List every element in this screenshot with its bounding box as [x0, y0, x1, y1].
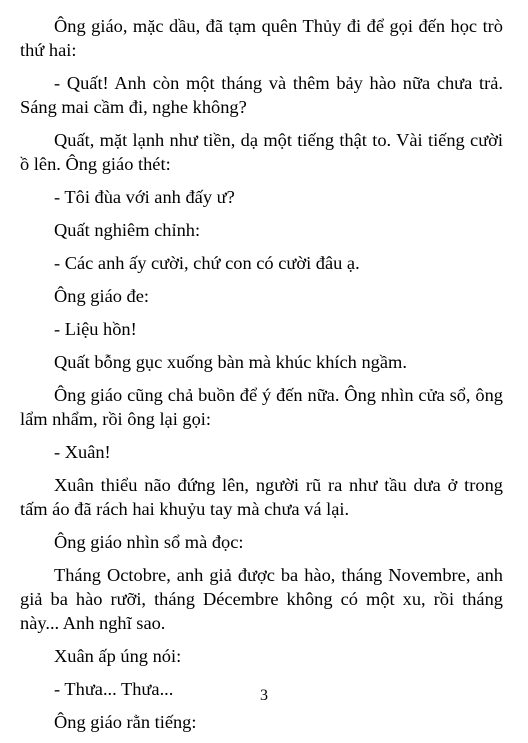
paragraph: Quất bỗng gục xuống bàn mà khúc khích ngầm. — [54, 352, 407, 372]
paragraph: Ông giáo rằn tiếng: — [54, 712, 197, 732]
paragraph: Tháng Octobre, anh giả được ba hào, tháng Novembre, anh giả ba hào rưỡi, tháng Décembre không có một xu, rồi tháng này... Anh nghĩ sao. — [20, 565, 503, 633]
paragraph: Ông giáo nhìn sổ mà đọc: — [54, 532, 244, 552]
paragraph: Xuân thiểu não đứng lên, người rũ ra như tầu dưa ở trong tấm áo đã rách hai khuỷu tay mà chưa vá lại. — [20, 475, 503, 519]
paragraph: - Tôi đùa với anh đấy ư? — [54, 187, 235, 207]
paragraph: - Các anh ấy cười, chứ con có cười đâu ạ. — [54, 253, 360, 273]
page-number: 3 — [260, 687, 268, 704]
paragraph: Quất, mặt lạnh như tiền, dạ một tiếng thật to. Vài tiếng cười ồ lên. Ông giáo thét: — [20, 130, 503, 174]
paragraph: - Xuân! — [54, 442, 111, 462]
paragraph: Ông giáo, mặc dầu, đã tạm quên Thủy đi để gọi đến học trò thứ hai: — [20, 16, 503, 60]
paragraph: - Quất! Anh còn một tháng và thêm bảy hào nữa chưa trả. Sáng mai cầm đi, nghe không? — [20, 73, 503, 117]
paragraph: - Liệu hồn! — [54, 319, 137, 339]
paragraph: Xuân ấp úng nói: — [54, 646, 182, 666]
paragraph: Ông giáo cũng chả buồn để ý đến nữa. Ông nhìn cửa sổ, ông lẩm nhẩm, rồi ông lại gọi: — [20, 385, 503, 429]
paragraph: Ông giáo đe: — [54, 286, 149, 306]
paragraph: - Thưa... Thưa... — [54, 679, 174, 699]
page-body — [20, 14, 503, 743]
paragraph: Quất nghiêm chỉnh: — [54, 220, 201, 240]
